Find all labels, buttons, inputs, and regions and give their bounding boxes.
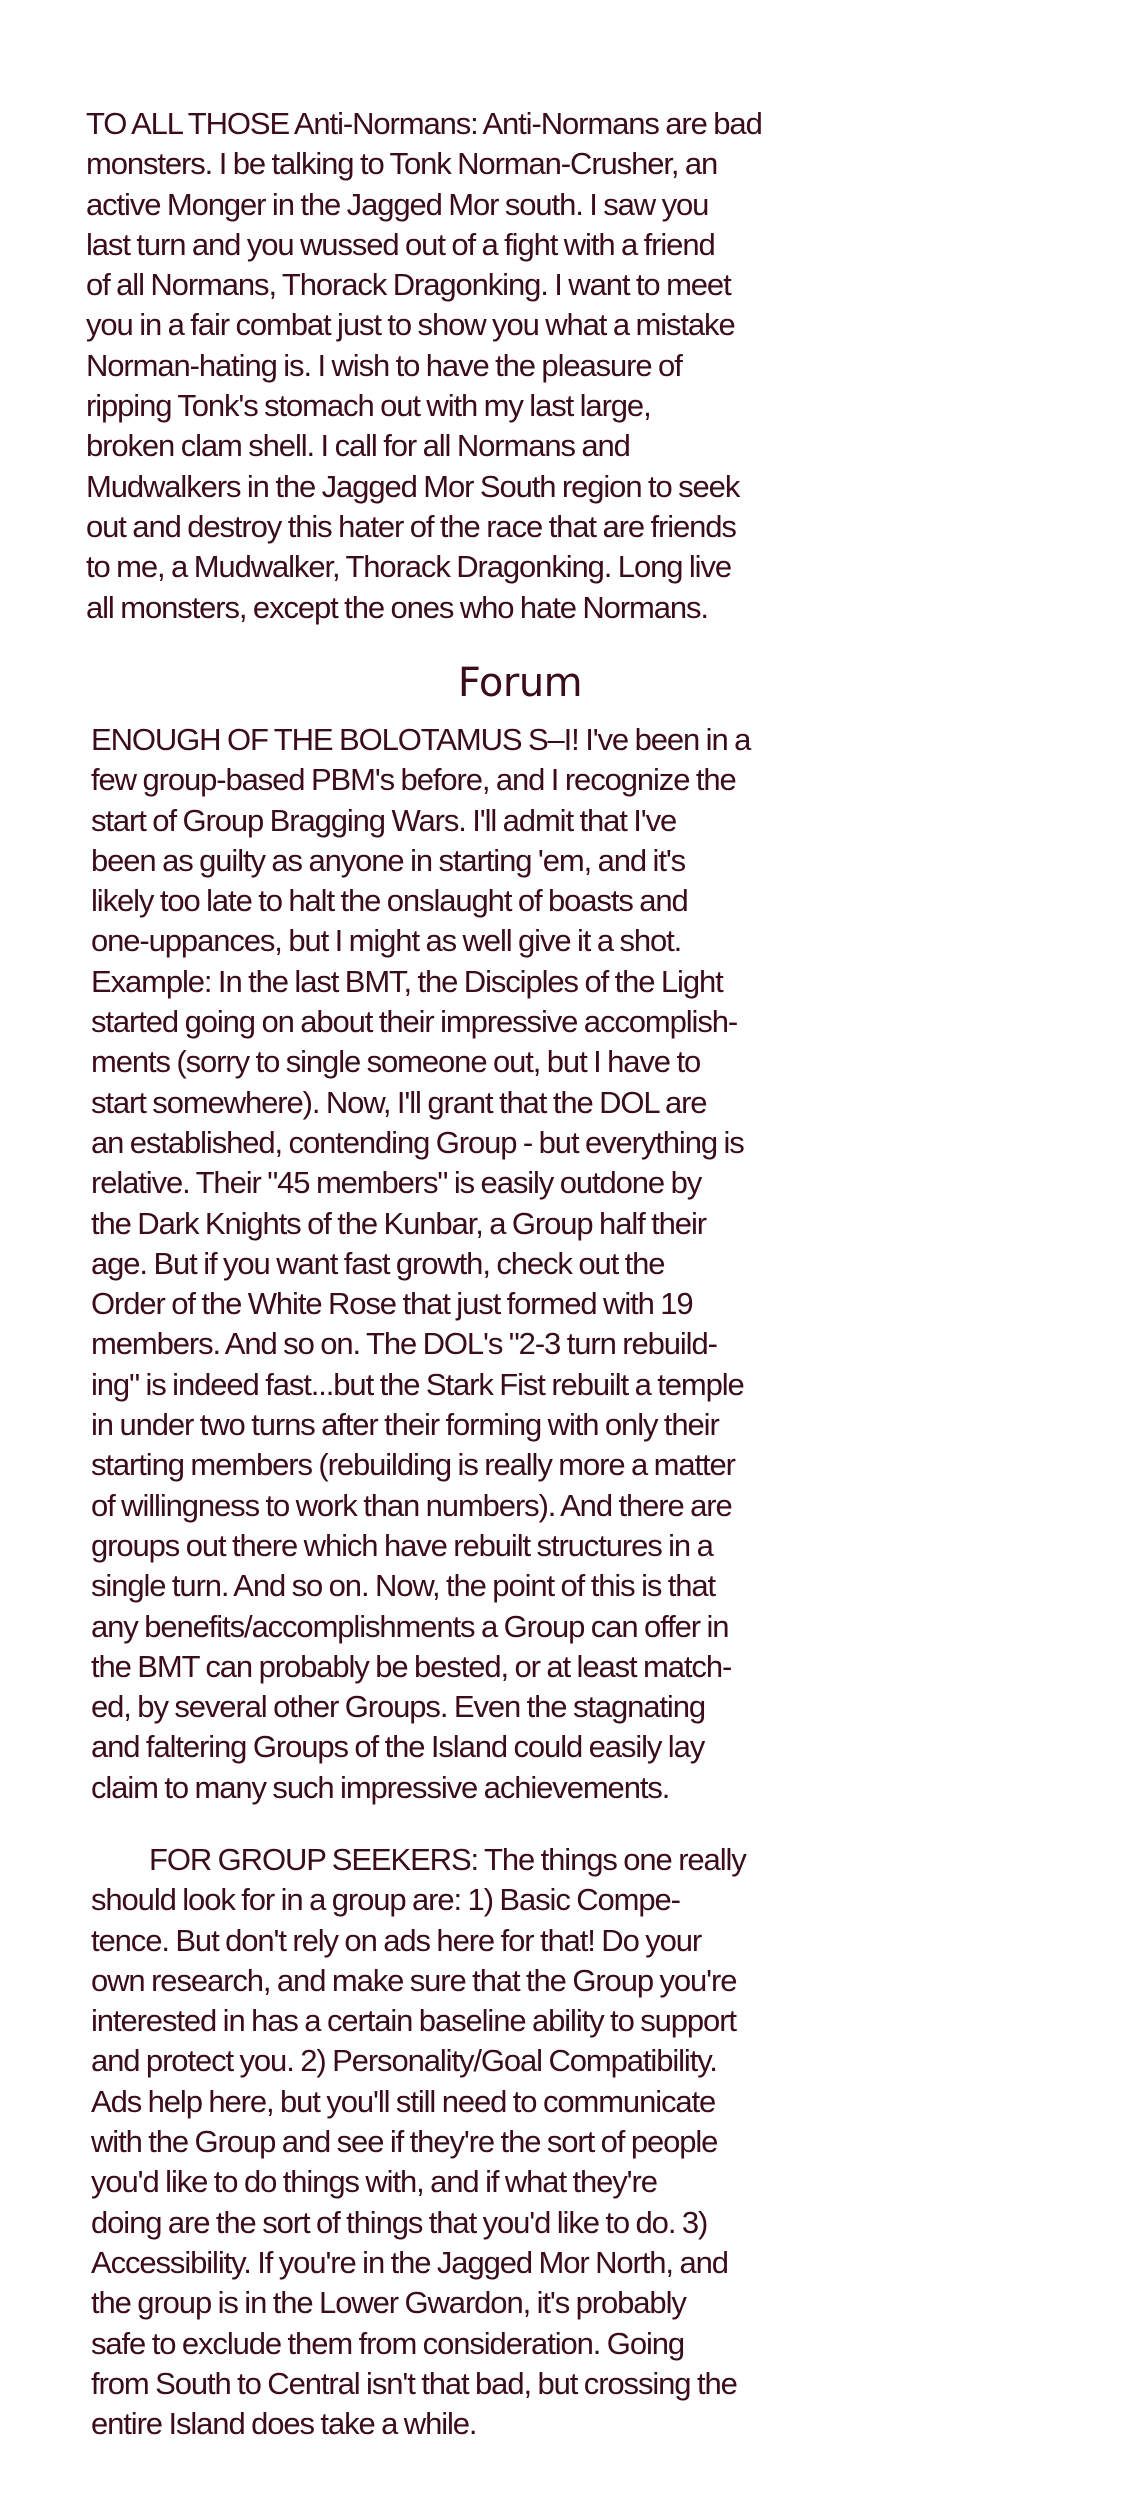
text-line: Mudwalkers in the Jagged Mor South region to seek [86, 468, 740, 504]
forum-heading: Forum [457, 660, 583, 706]
text-line: interested in has a certain baseline ability to support [91, 2003, 736, 2039]
text-line: from South to Central isn't that bad, but crossing the [91, 2365, 737, 2401]
text-line: few group-based PBM's before, and I recognize the [91, 762, 736, 798]
text-line: and faltering Groups of the Island could easily lay [91, 1729, 705, 1765]
anti-normans-paragraph [86, 104, 762, 628]
text-line: likely too late to halt the onslaught of boasts and [91, 883, 688, 919]
bolotamus-paragraph [91, 720, 750, 1808]
text-line: age. But if you want fast growth, check out the [91, 1245, 665, 1281]
text-line: all monsters, except the ones who hate Normans. [86, 589, 708, 625]
text-line: out and destroy this hater of the race that are friends [86, 508, 736, 544]
text-line: broken clam shell. I call for all Normans and [86, 428, 630, 464]
text-line: safe to exclude them from consideration. Going [91, 2325, 685, 2361]
text-line: of willingness to work than numbers). And there are [91, 1487, 732, 1523]
text-line: members. And so on. The DOL's "2-3 turn rebuild- [91, 1326, 717, 1362]
text-line: Example: In the last BMT, the Disciples of the Light [91, 963, 723, 999]
text-line: single turn. And so on. Now, the point of this is that [91, 1568, 716, 1604]
text-line: ENOUGH OF THE BOLOTAMUS S–I! I've been in a [91, 722, 751, 757]
text-line: Norman-hating is. I wish to have the pleasure of [86, 347, 682, 383]
text-line: ments (sorry to single someone out, but I have to [91, 1044, 701, 1080]
text-line: any benefits/accomplishments a Group can offer in [91, 1608, 729, 1644]
text-line: been as guilty as anyone in starting 'em, and it's [91, 842, 686, 878]
group-seekers-paragraph [91, 1840, 746, 2444]
text-line: Order of the White Rose that just formed with 19 [91, 1286, 693, 1322]
text-line: you in a fair combat just to show you what a mistake [86, 307, 735, 343]
text-line: groups out there which have rebuilt structures in a [91, 1527, 713, 1563]
text-line: should look for in a group are: 1) Basic Compe- [91, 1882, 680, 1918]
text-line: active Monger in the Jagged Mor south. I saw you [86, 186, 709, 222]
text-line: relative. Their "45 members" is easily outdone by [91, 1165, 702, 1201]
text-line: you'd like to do things with, and if what they're [91, 2164, 657, 2200]
text-line: to me, a Mudwalker, Thorack Dragonking. Long live [86, 549, 732, 585]
text-line: ing" is indeed fast...but the Stark Fist rebuilt a temple [91, 1366, 744, 1402]
text-line: and protect you. 2) Personality/Goal Compatibility. [91, 2043, 717, 2079]
text-line: monsters. I be talking to Tonk Norman-Crusher, an [86, 146, 718, 182]
text-line: the BMT can probably be bested, or at least match- [91, 1648, 732, 1684]
text-line: entire Island does take a while. [91, 2406, 477, 2442]
text-line: of all Normans, Thorack Dragonking. I want to meet [86, 267, 731, 303]
text-line: one-uppances, but I might as well give it a shot. [91, 923, 682, 959]
text-line: with the Group and see if they're the sort of people [91, 2124, 718, 2160]
text-line: ripping Tonk's stomach out with my last large, [86, 388, 651, 424]
text-line: starting members (rebuilding is really more a matter [91, 1447, 735, 1483]
text-line: FOR GROUP SEEKERS: The things one really [149, 1842, 746, 1877]
text-line: own research, and make sure that the Group you're [91, 1962, 737, 1998]
text-line: tence. But don't rely on ads here for that! Do your [91, 1922, 702, 1958]
text-line: start somewhere). Now, I'll grant that the DOL are [91, 1084, 707, 1120]
text-line: TO ALL THOSE Anti-Normans: Anti-Normans are bad [86, 106, 762, 141]
text-line: an established, contending Group - but everything is [91, 1124, 744, 1160]
text-line: the Dark Knights of the Kunbar, a Group half their [91, 1205, 706, 1241]
text-line: the group is in the Lower Gwardon, it's probably [91, 2285, 686, 2321]
text-line: doing are the sort of things that you'd like to do. 3) [91, 2204, 708, 2240]
text-line: start of Group Bragging Wars. I'll admit that I've [91, 802, 677, 838]
text-line: started going on about their impressive accomplish- [91, 1004, 738, 1040]
text-line: last turn and you wussed out of a fight with a friend [86, 226, 715, 262]
text-line: claim to many such impressive achievements. [91, 1769, 670, 1805]
text-line: in under two turns after their forming with only their [91, 1407, 719, 1443]
text-line: Ads help here, but you'll still need to communicate [91, 2083, 716, 2119]
text-line: Accessibility. If you're in the Jagged Mor North, and [91, 2244, 728, 2280]
text-line: ed, by several other Groups. Even the stagnating [91, 1689, 705, 1725]
